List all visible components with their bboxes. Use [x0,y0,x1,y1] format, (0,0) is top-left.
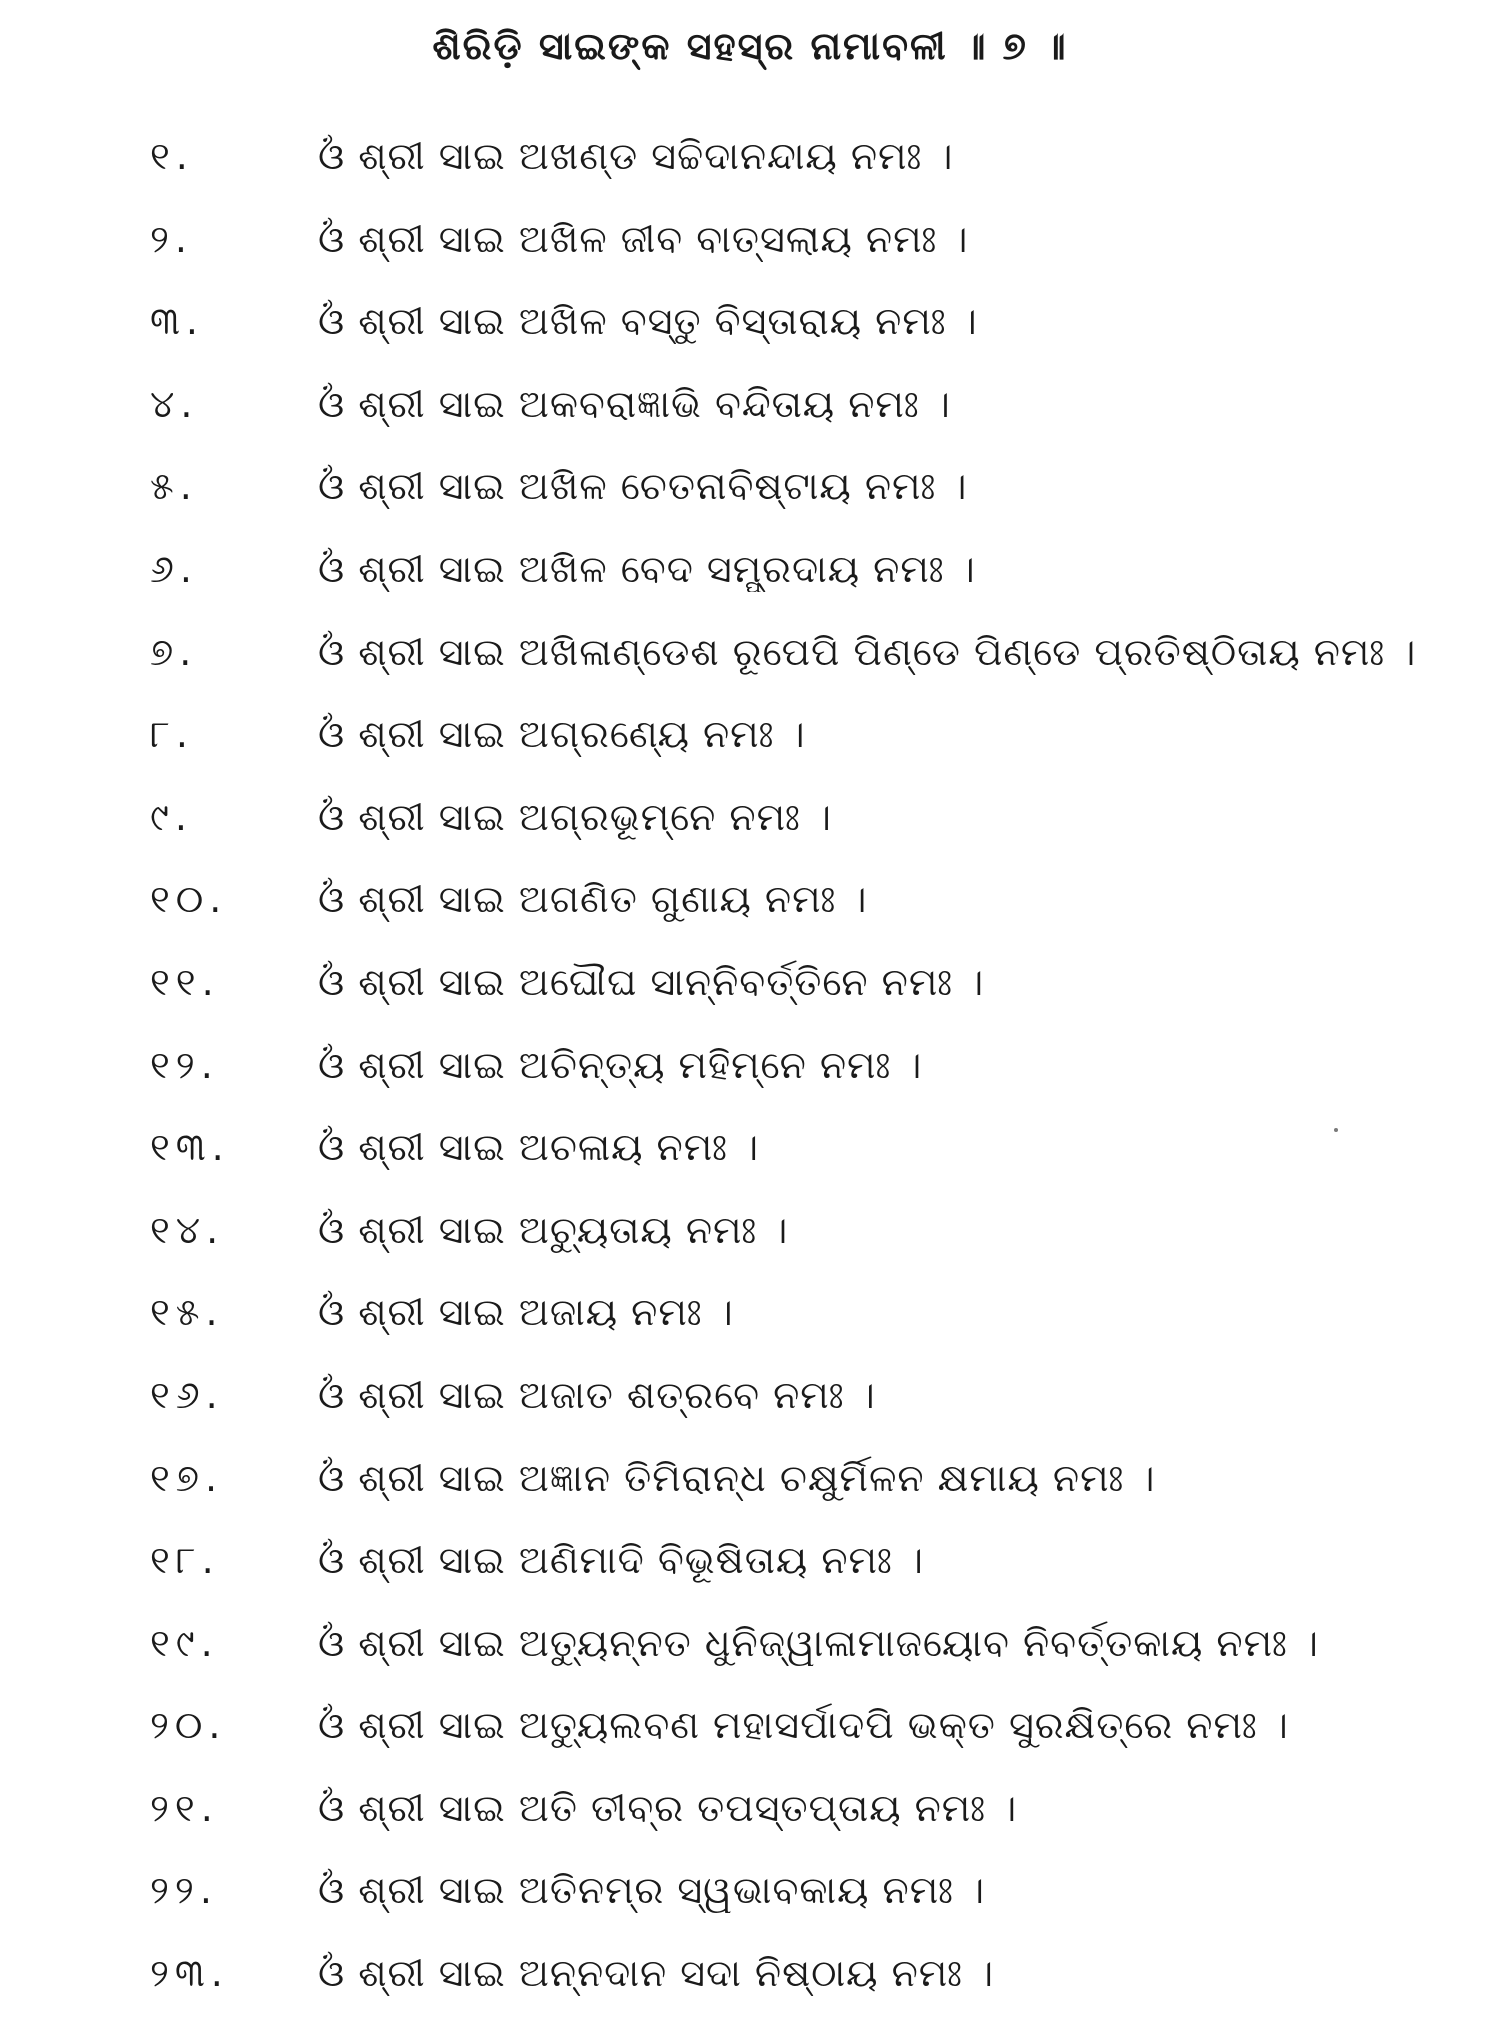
item-number: ୧୯. [150,1620,219,1665]
item-text: ଓଁ ଶ୍ରୀ ସାଇ ଅଜ୍ଞାନ ତିମିରାନ୍ଧ ଚକ୍ଷୁର୍ମିଳନ କ୍ଷମାୟ ନମଃ । [318,1455,1156,1500]
item-text: ଓଁ ଶ୍ରୀ ସାଇ ଅତି ତୀବ୍ର ତପସ୍ତପ୍ତାୟ ନମଃ । [318,1785,1018,1830]
list-item [0,1450,1500,1533]
item-text: ଓଁ ଶ୍ରୀ ସାଇ ଅଜାତ ଶତ୍ରବେ ନମଃ । [318,1372,876,1417]
list-item [0,1697,1500,1780]
item-text: ଓଁ ଶ୍ରୀ ସାଇ ଅଗଣିତ ଗୁଣାୟ ନମଃ । [318,877,868,922]
item-text: ଓଁ ଶ୍ରୀ ସାଇ ଅଖିଳ ବସ୍ତୁ ବିସ୍ତାରାୟ ନମଃ । [318,299,978,344]
item-number: ୪. [150,381,199,426]
item-number: ୧୩. [150,1125,230,1170]
list-item [0,128,1500,211]
item-number: ୧୨. [150,1042,219,1087]
item-number: ୧୪. [150,1207,225,1252]
item-number: ୧. [150,134,194,178]
item-number: ୨୨. [150,1868,218,1913]
item-text: ଓଁ ଶ୍ରୀ ସାଇ ଅଖିଳ ଚେତନାବିଷ୍ଟାୟ ନମଃ । [318,464,968,509]
item-text: ଓଁ ଶ୍ରୀ ସାଇ ଅଚ୍ୟୁତାୟ ନମଃ । [318,1207,789,1252]
item-number: ୭. [150,629,198,674]
list-item [0,871,1500,954]
list-item [0,1284,1500,1367]
item-number: ୨୦. [150,1703,227,1748]
item-text: ଓଁ ଶ୍ରୀ ସାଇ ଅଖିଳ ଜୀବ ବାତ୍ସଲାୟ ନମଃ । [318,216,969,261]
item-number: ୨୩. [150,1951,229,1996]
item-text: ଓଁ ଶ୍ରୀ ସାଇ ଅଗ୍ରଣ୍ୟେ ନମଃ । [318,712,806,757]
item-number: ୬. [150,546,198,591]
item-text: ଓଁ ଶ୍ରୀ ସାଇ ଅଘୌଘ ସାନ୍ନିବର୍ତ୍ତିନେ ନମଃ । [318,959,985,1004]
item-number: ୫. [150,464,198,509]
list-item [0,541,1500,624]
list-item [0,211,1500,294]
page-title: ଶିରିଡ଼ି ସାଇଙ୍କ ସହସ୍ର ନାମାବଳୀ ॥ ୭ ॥ [432,24,1068,68]
list-item [0,1532,1500,1615]
item-number: ୧୭. [150,1455,224,1500]
item-number: ୨୧. [150,1785,219,1830]
item-number: ୮. [150,712,194,757]
item-text: ଓଁ ଶ୍ରୀ ସାଇ ଅଚିନ୍ତ୍ୟ ମହିମ୍ନେ ନମଃ । [318,1042,923,1087]
list-item [0,1780,1500,1863]
item-text: ଓଁ ଶ୍ରୀ ସାଇ ଅତ୍ୟୁନ୍ନତ ଧୁନିଜ୍ୱାଳାମାଜୟୋବ ନିବର୍ତ୍ତକାୟ ନମଃ । [318,1620,1320,1665]
list-item [0,1119,1500,1202]
item-text: ଓଁ ଶ୍ରୀ ସାଇ ଅଖିଳ ବେଦ ସମ୍ପ୍ରଦାୟ ନମଃ । [318,546,976,591]
item-number: ୧୬. [150,1372,224,1417]
list-item [0,789,1500,872]
item-number: ୧୧. [150,959,220,1004]
item-text: ଓଁ ଶ୍ରୀ ସାଇ ଅତିନମ୍ର ସ୍ୱଭାବକାୟ ନମଃ । [318,1868,986,1913]
list-item [0,706,1500,789]
list-item [0,1615,1500,1698]
item-number: ୨. [150,216,194,261]
list-item [0,1037,1500,1120]
list-item [0,1945,1500,2028]
item-number: ୯. [150,794,193,839]
list-item [0,1202,1500,1285]
item-text: ଓଁ ଶ୍ରୀ ସାଇ ଅଜାୟ ନମଃ । [318,1290,734,1335]
print-speck [1334,1128,1338,1132]
list-item [0,293,1500,376]
item-text: ଓଁ ଶ୍ରୀ ସାଇ ଅନ୍ନଦାନ ସଦା ନିଷ୍ଠାୟ ନମଃ । [318,1951,995,1996]
list-item [0,1862,1500,1945]
item-text: ଓଁ ଶ୍ରୀ ସାଇ ଅଗ୍ରଭୂମ୍ନେ ନମଃ । [318,794,833,839]
list-item [0,954,1500,1037]
item-text: ଓଁ ଶ୍ରୀ ସାଇ ଅଣିମାଦି ବିଭୂଷିତାୟ ନମଃ । [318,1538,924,1583]
list-item [0,624,1500,707]
list-item [0,376,1500,459]
item-text: ଓଁ ଶ୍ରୀ ସାଇ ଅଚଳାୟ ନମଃ । [318,1125,760,1170]
item-text: ଓଁ ଶ୍ରୀ ସାଇ ଅତ୍ୟୁଲବଣ ମହାସର୍ପାଦପି ଭକ୍ତ ସୁରକ୍ଷିତ୍ରେ ନମଃ । [318,1703,1289,1748]
item-text: ଓଁ ଶ୍ରୀ ସାଇ ଅଖିଳାଣ୍ଡେଶ ରୂପେପି ପିଣ୍ଡେ ପିଣ୍ଡେ ପ୍ରତିଷ୍ଠିତାୟ ନମଃ । [318,629,1417,674]
list-item [0,1367,1500,1450]
name-list [0,128,1500,2028]
item-text: ଓଁ ଶ୍ରୀ ସାଇ ଅଖଣ୍ଡ ସଚ୍ଚିଦାନନ୍ଦାୟ ନମଃ । [318,134,954,178]
item-number: ୧୦. [150,877,228,922]
list-item [0,458,1500,541]
item-number: ୩. [150,299,204,344]
item-number: ୧୮. [150,1538,220,1583]
item-text: ଓଁ ଶ୍ରୀ ସାଇ ଅକବରାଜ୍ଞାଭି ବନ୍ଦିତାୟ ନମଃ । [318,381,951,426]
item-number: ୧୫. [150,1290,224,1335]
